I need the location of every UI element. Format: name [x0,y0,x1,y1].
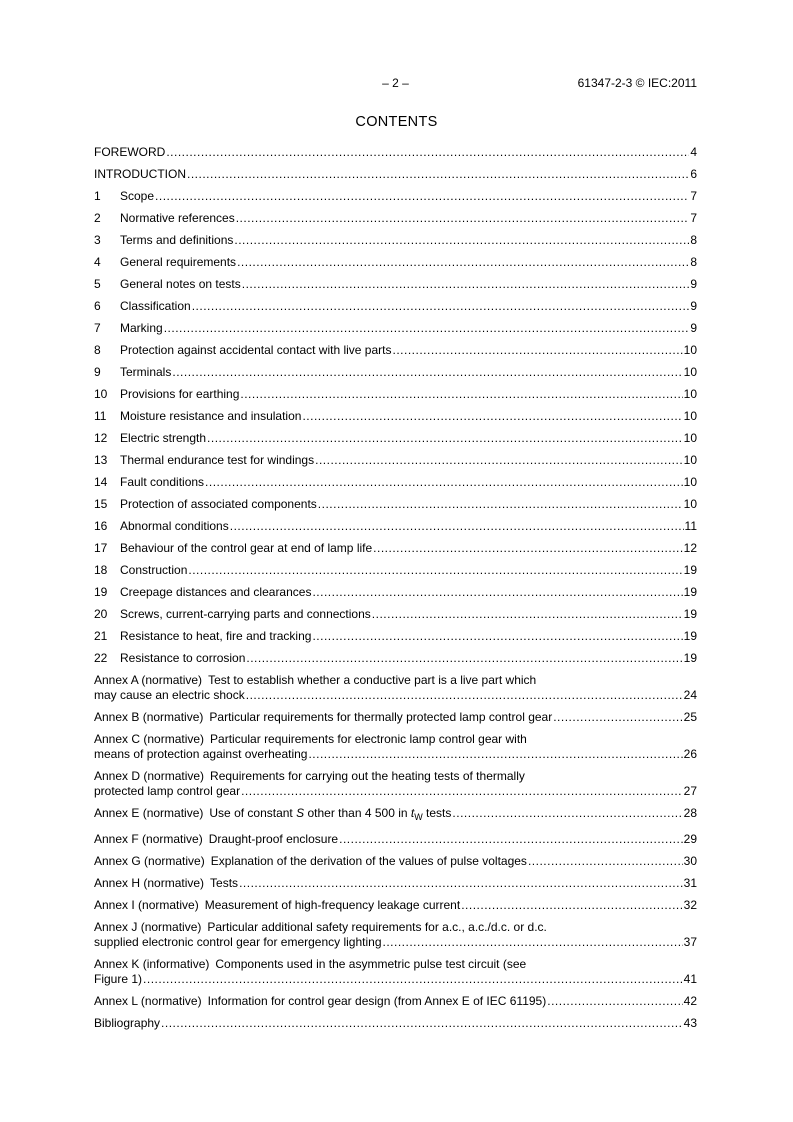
toc-entry-row [94,321,697,336]
annex-e-text: tests [422,806,452,820]
annex-row [94,898,697,913]
toc-entry-title: Provisions for earthing [120,387,240,401]
annex-title-line2 [94,784,697,799]
dot-leader [373,541,682,556]
dot-leader [302,409,682,424]
toc-entry-number: 22 [94,651,108,665]
annex-label: Annex B (normative) [94,710,204,724]
toc-entry-title: Marking [120,321,163,335]
dot-leader [205,475,683,490]
annex-row [94,832,697,847]
toc-title: CONTENTS [355,114,438,130]
toc-entry-page: 29 [683,832,697,846]
toc-entry-title: Construction [120,563,188,577]
annex-row [94,876,697,891]
dot-leader [461,898,682,913]
toc-entry[interactable] [94,277,697,292]
dot-leader [318,497,683,512]
dot-leader [161,1016,683,1031]
document-reference: 61347-2-3 © IEC:2011 [577,76,697,90]
dot-leader [188,563,682,578]
annex-row [94,710,697,725]
dot-leader [155,189,689,204]
toc-entry-page: 26 [683,747,697,761]
toc-entry-title: Protection of associated components [120,497,317,511]
annex-label: Annex D (normative) [94,769,205,783]
toc-annex-entry[interactable] [94,769,697,799]
toc-entry-title: Thermal endurance test for windings [120,453,315,467]
dot-leader [246,651,682,666]
dot-leader [234,233,689,248]
toc-entry[interactable] [94,475,697,490]
dot-leader [312,629,682,644]
toc-entry-row [94,255,697,270]
annex-label: Annex A (normative) [94,673,203,687]
annex-title-line1 [94,732,697,747]
toc-entry-page: 11 [684,519,697,533]
toc-entry-row [94,365,697,380]
toc-entry-page: 31 [683,876,697,890]
toc-entry-row [94,453,697,468]
toc-entry-page: 27 [683,784,697,798]
toc-entry[interactable] [94,453,697,468]
annex-title-text: Requirements for carrying out the heating tests of thermally [210,769,525,783]
annex-title-text: Draught-proof enclosure [208,832,339,846]
dot-leader [236,211,690,226]
toc-entry-title: Resistance to corrosion [120,651,246,665]
annex-label: Annex K (informative) [94,957,210,971]
annex-e-text: Use of constant [209,806,297,820]
dot-leader [240,387,682,402]
toc-entry-page: 9 [690,299,697,313]
dot-leader [166,145,689,160]
dot-leader [187,167,689,182]
annex-title-text: Measurement of high-frequency leakage current [204,898,461,912]
annex-label: Annex E (normative) [94,806,204,820]
toc-entry-page: 7 [690,189,697,203]
toc-entry-page: 10 [683,343,697,357]
toc-entry-page: 19 [683,607,697,621]
toc-annex-entry[interactable] [94,832,697,847]
annex-label: Annex C (normative) [94,732,205,746]
toc-entry-title: Electric strength [120,431,207,445]
toc-entry-title: Protection against accidental contact with live parts [120,343,392,357]
dot-leader [547,994,682,1009]
toc-entry[interactable] [94,167,697,182]
toc-entry-page: 41 [683,972,697,986]
annex-title-continuation: supplied electronic control gear for emergency lighting [94,935,382,949]
toc-entry-row [94,277,697,292]
dot-leader [339,832,683,847]
page-header [94,76,697,92]
dot-leader [308,747,682,762]
toc-entry-title: General notes on tests [120,277,241,291]
toc-entry-page: 10 [683,497,697,511]
annex-label: Annex H (normative) [94,876,205,890]
annex-title-text: Explanation of the derivation of the values of pulse voltages [210,854,527,868]
toc-entry-number: 15 [94,497,108,511]
toc-annex-entry[interactable] [94,806,697,825]
toc-entry-page: 10 [683,453,697,467]
toc-entry[interactable] [94,321,697,336]
toc-entry-number: 9 [94,365,101,379]
toc-entry[interactable] [94,519,697,534]
dot-leader [452,806,682,821]
toc-entry-title: General requirements [120,255,237,269]
toc-annex-entry[interactable] [94,898,697,913]
annex-title-text: Particular additional safety requirements for a.c., a.c./d.c. or d.c. [207,920,547,934]
toc-entry-number: 5 [94,277,101,291]
toc-entry-page: 42 [683,994,697,1008]
toc-entry-title: Bibliography [94,1016,161,1030]
toc-entry-number: 4 [94,255,101,269]
dot-leader [528,854,683,869]
annex-label: Annex L (normative) [94,994,202,1008]
dot-leader [383,935,683,950]
dot-leader [192,299,690,314]
toc-entry-row [94,299,697,314]
toc-entry[interactable] [94,343,697,358]
toc-entry-title: Terms and definitions [120,233,234,247]
toc-entry-row [94,541,697,556]
toc-entry-title: Resistance to heat, fire and tracking [120,629,312,643]
annex-title-text: Particular requirements for thermally protected lamp control gear [209,710,553,724]
toc-entry-page: 19 [683,651,697,665]
toc-entry-row [94,519,697,534]
toc-entry-page: 9 [690,321,697,335]
toc-entry[interactable] [94,211,697,226]
toc-bibliography[interactable] [94,1016,697,1031]
toc-entry-title: Classification [120,299,191,313]
dot-leader [230,519,684,534]
toc-entry[interactable] [94,431,697,446]
toc-entry[interactable] [94,585,697,600]
toc-entry-title: Moisture resistance and insulation [120,409,302,423]
toc-annex-entry[interactable] [94,710,697,725]
toc-entry[interactable] [94,299,697,314]
toc-entry-page: 4 [690,145,697,159]
toc-entry[interactable] [94,145,697,160]
toc-entry-page: 9 [690,277,697,291]
toc-entry-page: 10 [683,409,697,423]
toc-annex-entry[interactable] [94,876,697,891]
toc-entry-page: 10 [683,387,697,401]
annex-title-line2 [94,972,697,987]
toc-entry-number: 1 [94,189,101,203]
toc-entry[interactable] [94,409,697,424]
toc-entry-row [94,497,697,512]
toc-entry-row [94,387,697,402]
toc-entry[interactable] [94,233,697,248]
toc-entry[interactable] [94,387,697,402]
toc-entry-row [94,629,697,644]
toc-entry-page: 6 [690,167,697,181]
toc-entry-title: INTRODUCTION [94,167,186,181]
dot-leader [392,343,682,358]
toc-entry-number: 19 [94,585,108,599]
annex-title-line1 [94,769,697,784]
toc-entry-page: 43 [683,1016,697,1030]
toc-entry[interactable] [94,563,697,578]
annex-title-text [209,806,451,825]
toc-entry-row [94,167,697,182]
toc-entry-title: Behaviour of the control gear at end of lamp life [120,541,373,555]
toc-entry-number: 14 [94,475,108,489]
toc-entry[interactable] [94,629,697,644]
toc-entry[interactable] [94,541,697,556]
toc-entry-number: 3 [94,233,101,247]
dot-leader [312,585,682,600]
dot-leader [237,255,689,270]
annex-title-text: Components used in the asymmetric pulse test circuit (see [215,957,527,971]
dot-leader [143,972,683,987]
toc-entry-row [94,233,697,248]
toc-annex-entry[interactable] [94,854,697,869]
annex-label: Annex G (normative) [94,854,205,868]
toc-entry-page: 30 [683,854,697,868]
dot-leader [241,784,683,799]
toc-entry-title: Scope [120,189,155,203]
dot-leader [372,607,683,622]
toc-entry-number: 11 [94,409,107,423]
toc-entry[interactable] [94,607,697,622]
page-number: – 2 – [382,76,409,90]
toc-annex-entry[interactable] [94,673,697,703]
toc-entry-number: 10 [94,387,108,401]
toc-entry-number: 20 [94,607,108,621]
dot-leader [172,365,682,380]
toc-entry-title: Creepage distances and clearances [120,585,312,599]
toc-entry-number: 2 [94,211,101,225]
annex-title-continuation: Figure 1) [94,972,143,986]
toc-entry-page: 12 [683,541,697,555]
toc-entry-page: 19 [683,563,697,577]
toc-annex-entry[interactable] [94,994,697,1009]
annex-e-text: other than 4 500 in [304,806,411,820]
toc-entry-number: 17 [94,541,108,555]
toc-entry-title: Normative references [120,211,235,225]
toc-entry-row [94,145,697,160]
toc-entry-page: 7 [690,211,697,225]
symbol-t: t [410,806,415,820]
annex-title-text: Test to establish whether a conductive part is a live part which [208,673,537,687]
toc-entry-number: 13 [94,453,108,467]
toc-entry-page: 28 [683,806,697,820]
annex-title-continuation: may cause an electric shock [94,688,245,702]
toc-entry-page: 10 [683,365,697,379]
annex-label: Annex I (normative) [94,898,199,912]
toc-entry-row [94,431,697,446]
annex-title-line2 [94,688,697,703]
toc-entry-row [94,651,697,666]
table-of-contents [94,145,697,1038]
toc-entry-number: 7 [94,321,101,335]
toc-entry-number: 8 [94,343,101,357]
toc-entry-number: 16 [94,519,108,533]
dot-leader [207,431,683,446]
toc-annex-entry[interactable] [94,920,697,950]
toc-entry[interactable] [94,365,697,380]
toc-entry-number: 12 [94,431,108,445]
toc-entry-page: 8 [690,233,697,247]
toc-entry-number: 21 [94,629,108,643]
dot-leader [242,277,690,292]
annex-row [94,854,697,869]
toc-entry-page: 8 [690,255,697,269]
toc-entry-title: Screws, current-carrying parts and connections [120,607,371,621]
dot-leader [315,453,683,468]
toc-entry-row [94,607,697,622]
toc-entry-title: Abnormal conditions [120,519,229,533]
toc-entry-row [94,585,697,600]
toc-entry-title: FOREWORD [94,145,166,159]
toc-annex-entry[interactable] [94,957,697,987]
annex-title-continuation: protected lamp control gear [94,784,241,798]
dot-leader [553,710,682,725]
toc-entry-page: 32 [683,898,697,912]
toc-entry-page: 37 [683,935,697,949]
toc-entry-title: Terminals [120,365,172,379]
toc-entry-row [94,563,697,578]
toc-entry-page: 10 [683,431,697,445]
annex-title-line1 [94,957,697,972]
dot-leader [246,688,683,703]
toc-entry-page: 24 [683,688,697,702]
toc-entry-row [94,189,697,204]
toc-annex-entry[interactable] [94,732,697,762]
annex-title-line2 [94,747,697,762]
annex-title-text: Tests [210,876,239,890]
toc-entry-row [94,409,697,424]
toc-entry-number: 6 [94,299,101,313]
annex-title-text: Particular requirements for electronic lamp control gear with [210,732,527,746]
annex-label: Annex J (normative) [94,920,202,934]
toc-entry-row [94,211,697,226]
subscript-w: W [414,812,423,822]
toc-entry-page: 10 [683,475,697,489]
toc-entry[interactable] [94,189,697,204]
annex-row [94,994,697,1009]
toc-entry-page: 25 [683,710,697,724]
annex-title-continuation: means of protection against overheating [94,747,308,761]
toc-entry[interactable] [94,497,697,512]
annex-label: Annex F (normative) [94,832,203,846]
toc-entry-title: Fault conditions [120,475,205,489]
annex-title-text: Information for control gear design (from Annex E of IEC 61195) [207,994,547,1008]
toc-entry-row [94,1016,697,1031]
annex-title-line2 [94,935,697,950]
toc-entry-page: 19 [683,585,697,599]
annex-title-line1 [94,920,697,935]
symbol-s: S [296,806,305,820]
toc-entry[interactable] [94,651,697,666]
toc-entry-row [94,343,697,358]
toc-entry[interactable] [94,255,697,270]
annex-row [94,806,697,825]
toc-entry-page: 19 [683,629,697,643]
dot-leader [164,321,690,336]
toc-entry-row [94,475,697,490]
toc-entry-number: 18 [94,563,108,577]
dot-leader [239,876,683,891]
annex-title-line1 [94,673,697,688]
